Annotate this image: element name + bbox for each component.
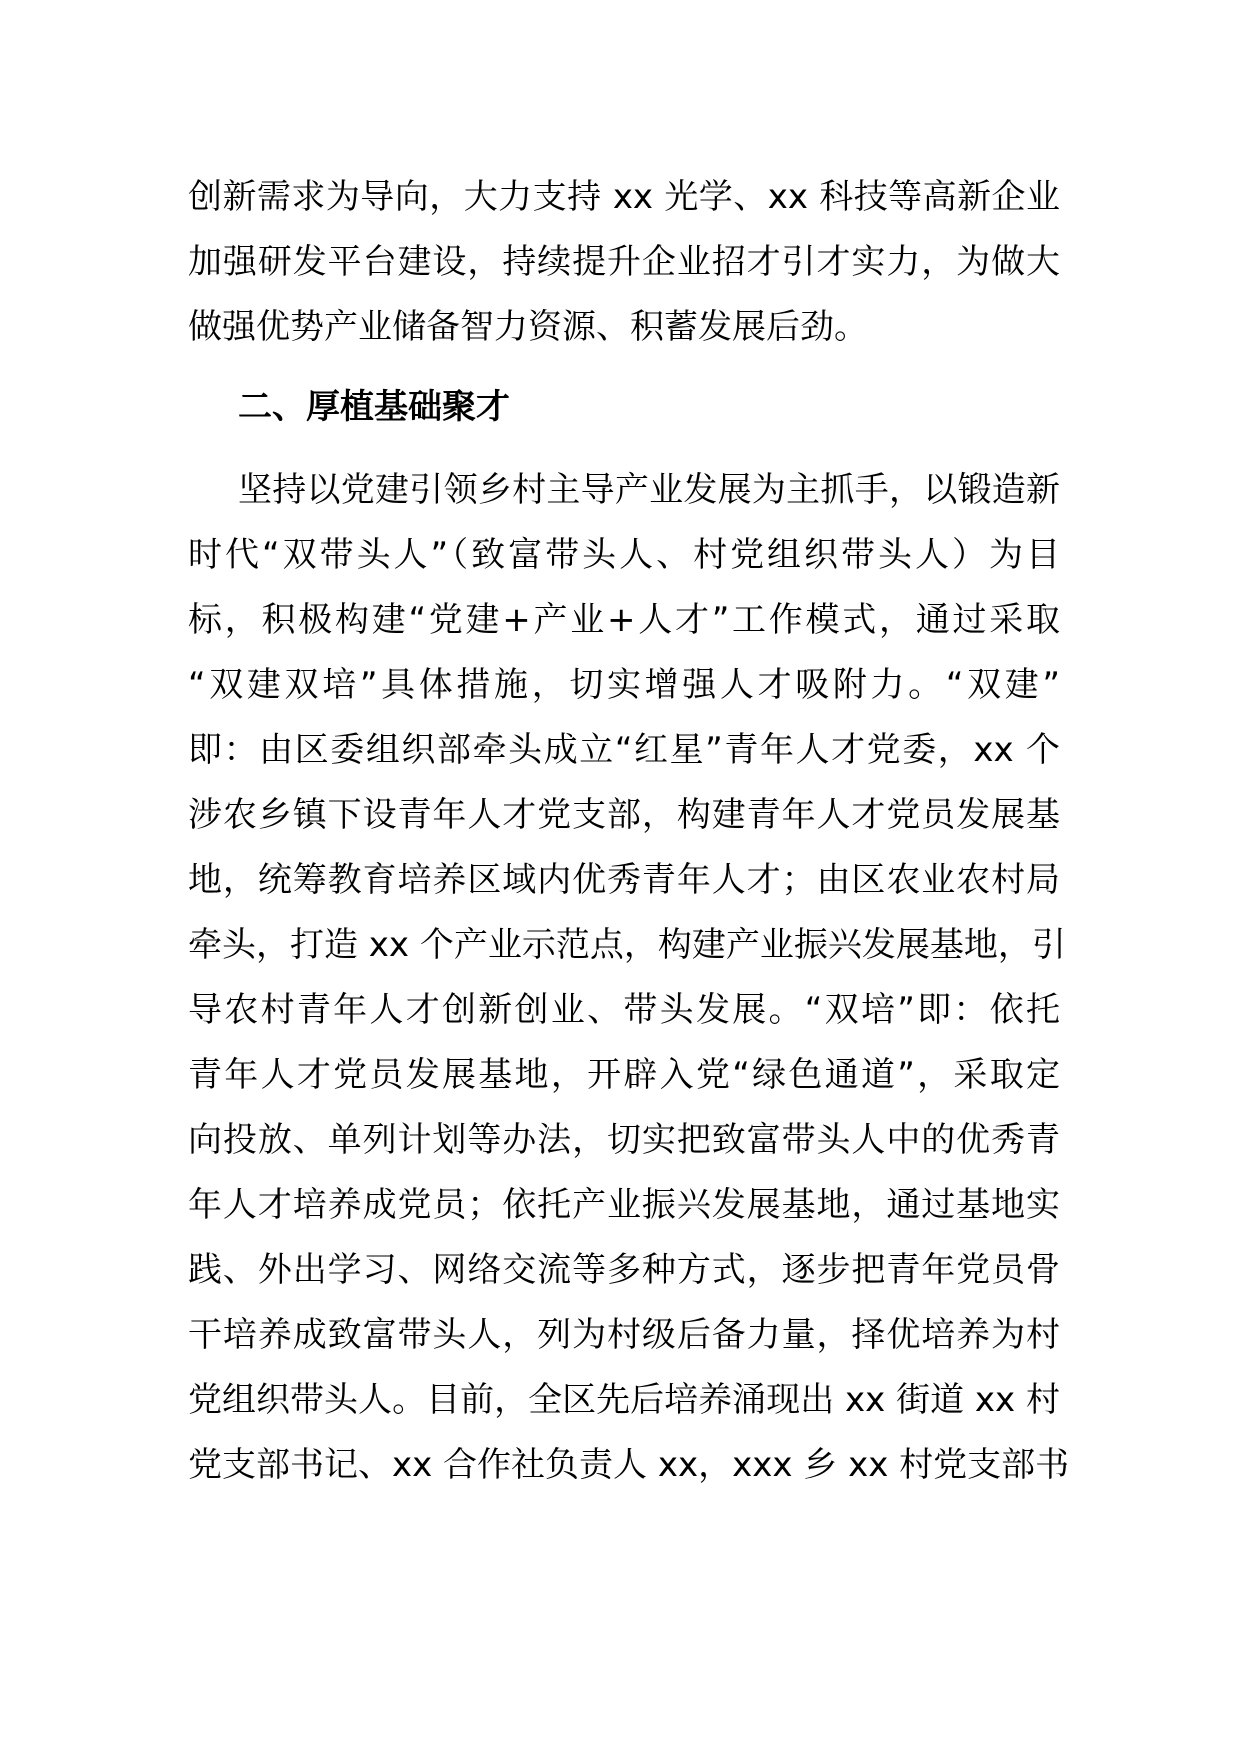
paragraph-continuation (188, 165, 1060, 360)
paragraph-line: 即：由区委组织部牵头成立“红星”青年人才党委，xx 个 (188, 730, 1060, 770)
paragraph-line: 践、外出学习、网络交流等多种方式，逐步把青年党员骨 (188, 1250, 1060, 1290)
paragraph-line: 加强研发平台建设，持续提升企业招才引才实力，为做大 (188, 242, 1060, 282)
section-heading: 二、厚植基础聚才 (238, 387, 510, 427)
paragraph-line: 党组织带头人。目前，全区先后培养涌现出 xx 街道 xx 村 (188, 1380, 1060, 1420)
paragraph-line: 坚持以党建引领乡村主导产业发展为主抓手，以锻造新 (238, 470, 1060, 510)
paragraph-line: 牵头，打造 xx 个产业示范点，构建产业振兴发展基地，引 (188, 925, 1066, 965)
paragraph-line: 创新需求为导向，大力支持 xx 光学、xx 科技等高新企业 (188, 177, 1060, 217)
paragraph-line: 年人才培养成党员；依托产业振兴发展基地，通过基地实 (188, 1185, 1060, 1225)
paragraph-line: 干培养成致富带头人，列为村级后备力量，择优培养为村 (188, 1315, 1060, 1355)
paragraph-body (188, 458, 1070, 1498)
paragraph-line: 做强优势产业储备智力资源、积蓄发展后劲。 (188, 307, 868, 347)
paragraph-line: 青年人才党员发展基地，开辟入党“绿色通道”，采取定 (188, 1055, 1060, 1095)
paragraph-line: 党支部书记、xx 合作社负责人 xx，xxx 乡 xx 村党支部书 (188, 1445, 1070, 1485)
section-heading-block (188, 375, 1060, 440)
paragraph-line: 时代“双带头人”（致富带头人、村党组织带头人）为目 (188, 535, 1060, 575)
paragraph-line: 向投放、单列计划等办法，切实把致富带头人中的优秀青 (188, 1120, 1060, 1160)
paragraph-line: 标，积极构建“党建+产业+人才”工作模式，通过采取 (188, 600, 1060, 640)
paragraph-line: 涉农乡镇下设青年人才党支部，构建青年人才党员发展基 (188, 795, 1060, 835)
paragraph-line: 导农村青年人才创新创业、带头发展。“双培”即：依托 (188, 990, 1060, 1030)
paragraph-line: “双建双培”具体措施，切实增强人才吸附力。“双建” (188, 665, 1060, 705)
paragraph-line: 地，统筹教育培养区域内优秀青年人才；由区农业农村局 (188, 860, 1060, 900)
